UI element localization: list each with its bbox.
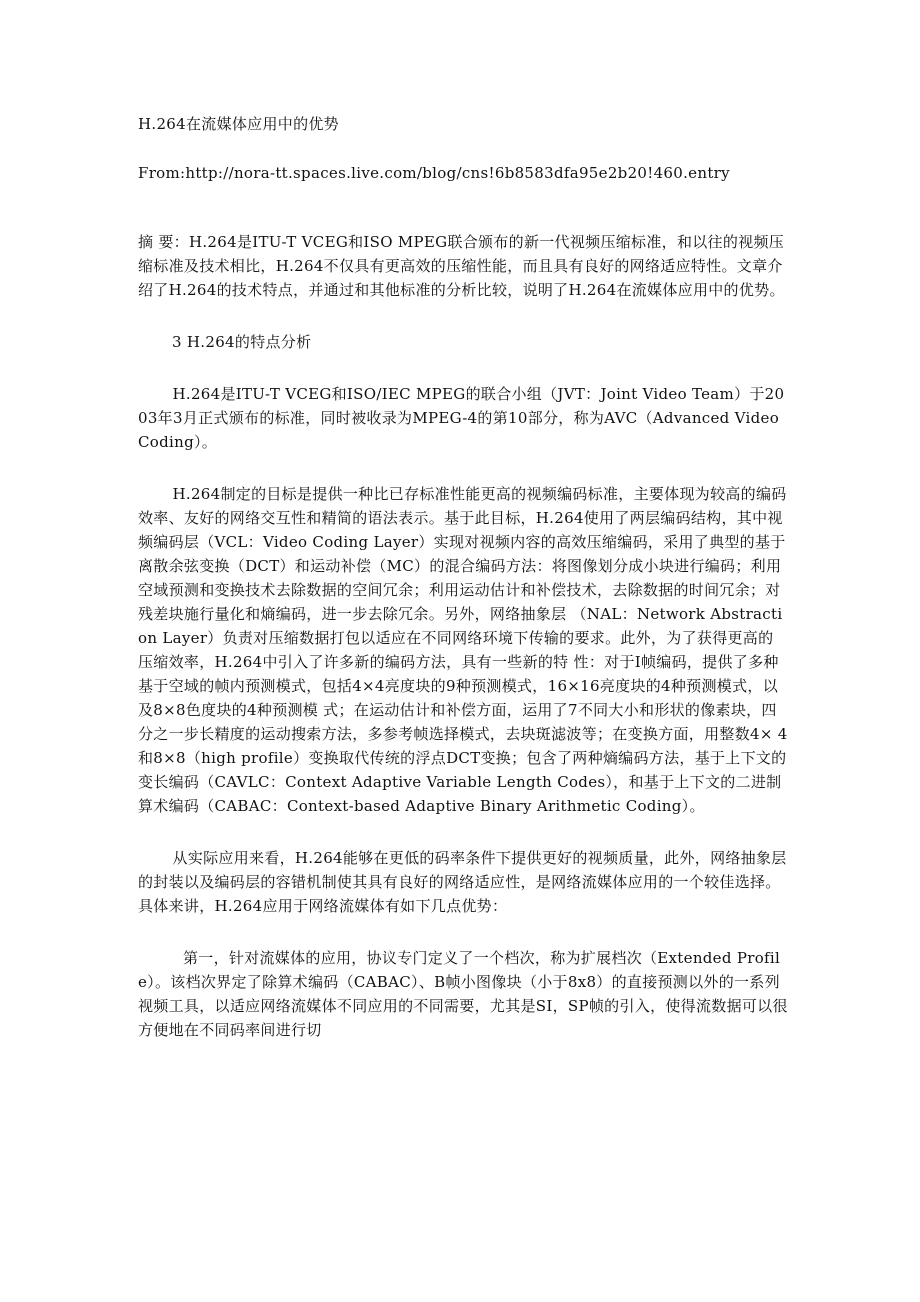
body-paragraph: 第一，针对流媒体的应用，协议专门定义了一个档次，称为扩展档次（Extended Profile）。该档次界定了除算术编码（CABAC）、B帧小图像块（小于8x8）的直接预测以外的一系列视频工具，以适应网络流媒体不同应用的不同需要，尤其是SI，SP帧的引入，使得流数据可以很方便地在不同码率间进行切 [138, 949, 788, 1039]
body-paragraph: H.264是ITU-T VCEG和ISO/IEC MPEG的联合小组（JVT：Joint Video Team）于2003年3月正式颁布的标准，同时被收录为MPEG-4的第10部分，称为AVC（Advanced Video Coding）。 [138, 385, 785, 451]
body-paragraph: H.264制定的目标是提供一种比已存标准性能更高的视频编码标准，主要体现为较高的编码效率、友好的网络交互性和精简的语法表示。基于此目标，H.264使用了两层编码结构，其中视频编码层（VCL：Video Coding Layer）实现对视频内容的高效压缩编码，采用了典型的基于离散余弦变换（DCT）和运动补偿（MC）的混合编码方法：将图像划分成小块进行编码；利用 空域预测和变换技术去除数据的空间冗余；利用运动估计和补偿技术，去除数据的时间冗余；对残差块施行量化和熵编码，进一步去除冗余。另外，网络抽象层 （NAL：Network Abstraction Layer）负责对压缩数据打包以适应在不同网络环境下传输的要求。此外，为了获得更高的压缩效率，H.264中引入了许多新的编码方法，具有一些新的特 性：对于I帧编码，提供了多种基于空域的帧内预测模式，包括4×4亮度块的9种预测模式，16×16亮度块的4种预测模式，以及8×8色度块的4种预测模 式；在运动估计和补偿方面，运用了7不同大小和形状的像素块，四分之一步长精度的运动搜索方法，多参考帧选择模式，去块斑滤波等；在变换方面，用整数4× 4和8×8（high profile）变换取代传统的浮点DCT变换；包含了两种熵编码方法，基于上下文的变长编码（CAVLC：Context Adaptive Variable Length Codes），和基于上下文的二进制算术编码（CABAC：Context-based Adaptive Binary Arithmetic Coding）。 [138, 485, 788, 815]
abstract-paragraph: 摘 要：H.264是ITU-T VCEG和ISO MPEG联合颁布的新一代视频压缩标准，和以往的视频压缩标准及技术相比，H.264不仅具有更高效的压缩性能，而且具有良好的网络适应特性。文章介绍了H.264的技术特点，并通过和其他标准的分析比较，说明了H.264在流媒体应用中的优势。 [138, 233, 785, 299]
document-title: H.264在流媒体应用中的优势 [138, 115, 339, 133]
section-heading: 3 H.264的特点分析 [172, 333, 312, 351]
source-link: From:http://nora-tt.spaces.live.com/blog/cns!6b8583dfa95e2b20!460.entry [138, 164, 730, 182]
body-paragraph: 从实际应用来看，H.264能够在更低的码率条件下提供更好的视频质量，此外，网络抽象层的封装以及编码层的容错机制使其具有良好的网络适应性，是网络流媒体应用的一个较佳选择。具体来讲，H.264应用于网络流媒体有如下几点优势： [138, 849, 787, 915]
document-page [138, 112, 788, 1070]
